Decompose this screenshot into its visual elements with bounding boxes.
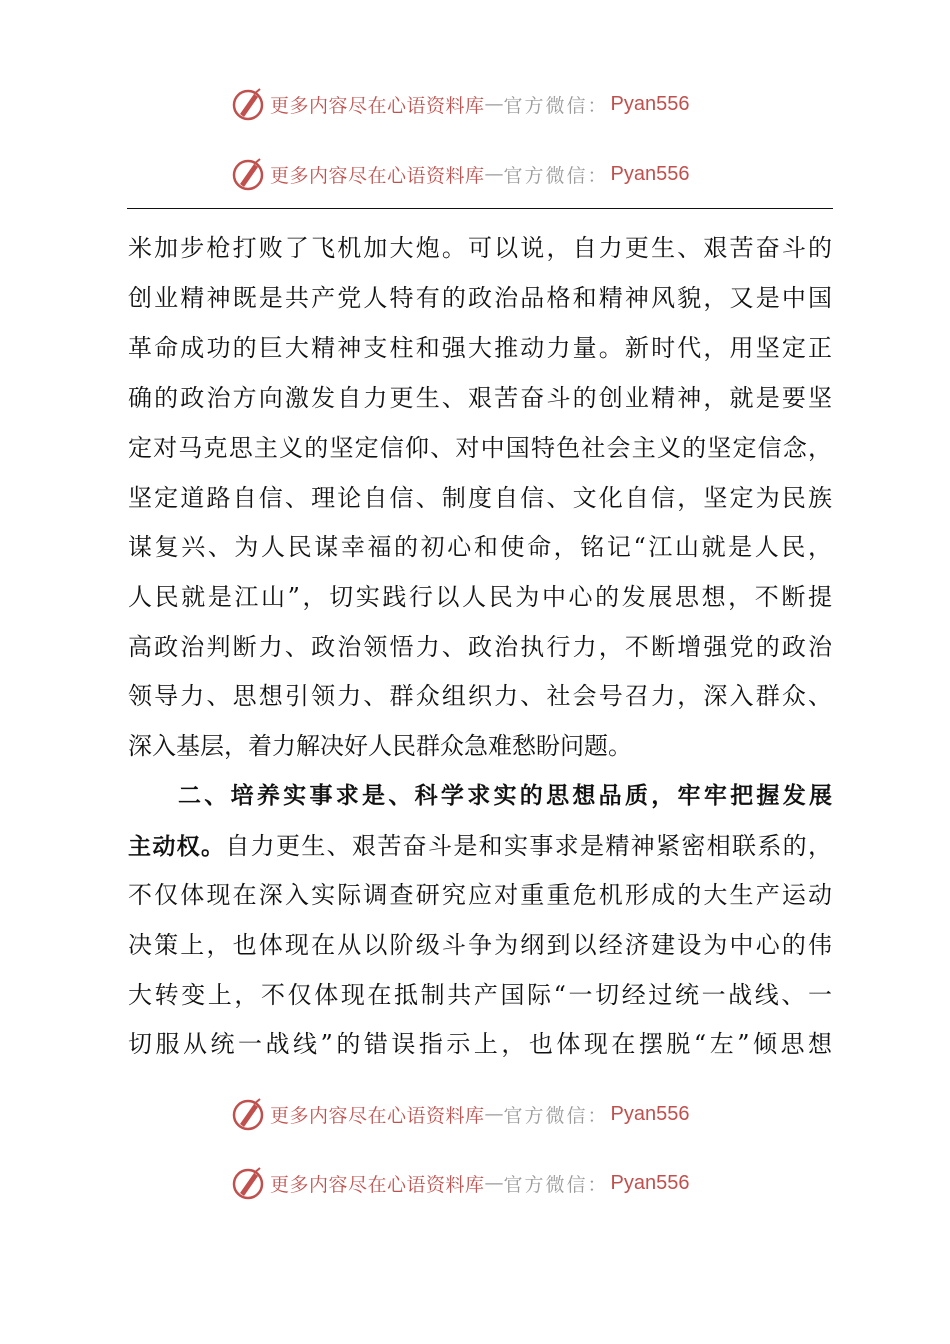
text-line: 切服从统一战线”的错误指示上，也体现在摆脱“左”倾思想	[128, 1030, 832, 1058]
pen-logo-icon	[230, 86, 266, 122]
watermark-top-1	[230, 84, 690, 124]
watermark-separator: —	[484, 163, 504, 185]
watermark-separator: —	[484, 1103, 504, 1125]
text-line: 坚定道路自信、理论自信、制度自信、文化自信，坚定为民族	[128, 484, 832, 512]
watermark-label: 官方微信：	[503, 164, 609, 187]
text-line: 创业精神既是共产党人特有的政治品格和精神风貌，又是中国	[128, 284, 832, 312]
watermark-bottom-2	[230, 1163, 690, 1203]
watermark-separator: —	[484, 1172, 504, 1194]
pen-logo-icon	[230, 1165, 266, 1201]
watermark-label: 官方微信：	[503, 1104, 609, 1127]
text-line: 高政治判断力、政治领悟力、政治执行力，不断增强党的政治	[128, 633, 832, 661]
watermark-text: 更多内容尽在心语资料库	[270, 1173, 485, 1196]
watermark-text: 更多内容尽在心语资料库	[270, 94, 485, 117]
watermark-id: Pyan556	[610, 92, 690, 115]
watermark-text: 更多内容尽在心语资料库	[270, 164, 485, 187]
text-line: 定对马克思主义的坚定信仰、对中国特色社会主义的坚定信念，	[128, 434, 832, 462]
section-text: 自力更生、艰苦奋斗是和实事求是精神紧密相联系的，	[225, 832, 833, 860]
watermark-bottom-1	[230, 1094, 690, 1134]
text-line: 不仅体现在深入实际调查研究应对重重危机形成的大生产运动	[128, 881, 832, 909]
section-heading-tail: 主动权。	[128, 834, 226, 860]
watermark-id: Pyan556	[610, 162, 690, 185]
text-line: 大转变上，不仅体现在抵制共产国际“一切经过统一战线、一	[128, 981, 832, 1009]
text-line: 确的政治方向激发自力更生、艰苦奋斗的创业精神，就是要坚	[128, 384, 832, 412]
text-line: 革命成功的巨大精神支柱和强大推动力量。新时代，用坚定正	[128, 334, 832, 362]
watermark-label: 官方微信：	[503, 94, 609, 117]
watermark-text: 更多内容尽在心语资料库	[270, 1104, 485, 1127]
text-line: 决策上，也体现在从以阶级斗争为纲到以经济建设为中心的伟	[128, 931, 832, 959]
watermark-separator: —	[484, 93, 504, 115]
text-line: 米加步枪打败了飞机加大炮。可以说，自力更生、艰苦奋斗的	[128, 234, 832, 262]
text-line: 领导力、思想引领力、群众组织力、社会号召力，深入群众、	[128, 682, 832, 710]
pen-logo-icon	[230, 156, 266, 192]
section-heading-continued	[128, 826, 832, 866]
text-line: 谋复兴、为人民谋幸福的初心和使命，铭记“江山就是人民，	[128, 533, 832, 561]
header-rule	[127, 208, 833, 209]
watermark-id: Pyan556	[610, 1102, 690, 1125]
watermark-id: Pyan556	[610, 1171, 690, 1194]
watermark-label: 官方微信：	[503, 1173, 609, 1196]
watermark-top-2	[230, 154, 690, 194]
text-line: 深入基层，着力解决好人民群众急难愁盼问题。	[128, 732, 632, 760]
text-line: 人民就是江山”，切实践行以人民为中心的发展思想，不断提	[128, 583, 832, 611]
pen-logo-icon	[230, 1096, 266, 1132]
section-heading: 二、培养实事求是、科学求实的思想品质，牢牢把握发展	[178, 783, 832, 809]
